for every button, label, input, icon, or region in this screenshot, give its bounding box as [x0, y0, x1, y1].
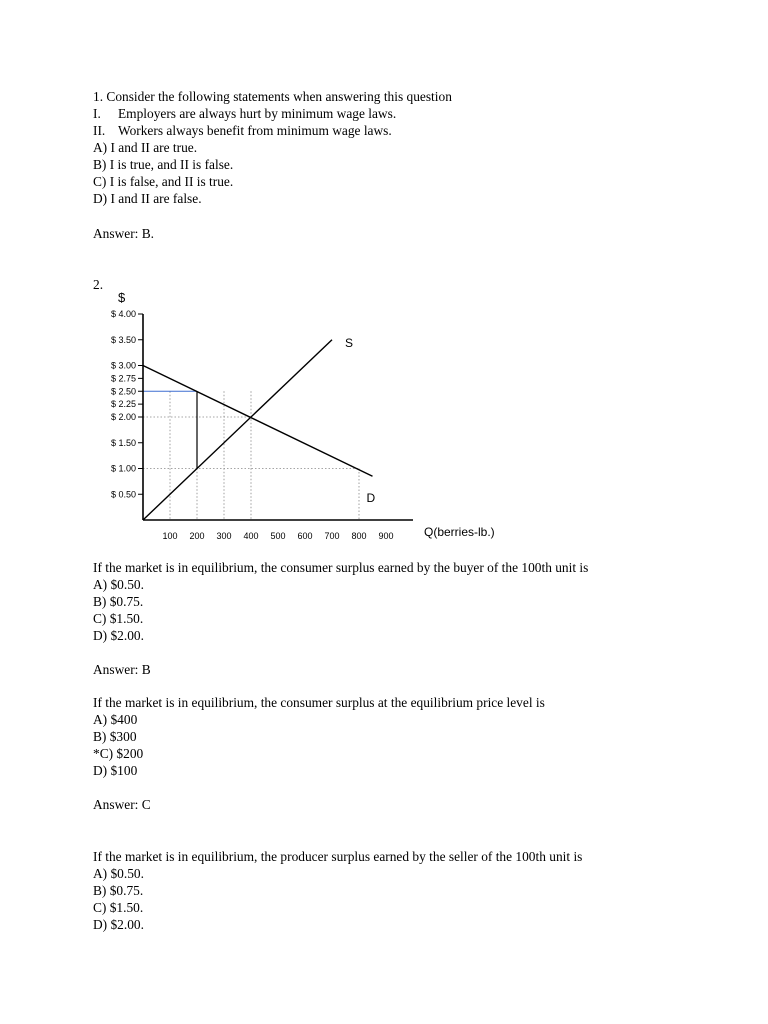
- statement-numeral: I.: [93, 106, 101, 121]
- option-c: C) I is false, and II is true.: [93, 174, 234, 189]
- y-tick-label: $ 1.00: [110, 463, 136, 474]
- y-tick-label: $ 4.00: [110, 309, 136, 319]
- axes: [143, 314, 413, 520]
- series-label-s: S: [345, 335, 354, 350]
- option-b: B) $0.75.: [93, 883, 144, 898]
- x-tick-label: 900: [378, 531, 394, 541]
- x-tick-label: 200: [189, 531, 205, 541]
- option-d: D) $2.00.: [93, 917, 144, 932]
- y-ticks: [111, 309, 143, 499]
- question-stem: 1. Consider the following statements when answering this question: [93, 89, 452, 104]
- x-ticks: [162, 531, 393, 541]
- option-d: D) I and II are false.: [93, 191, 202, 206]
- option-a: A) $0.50.: [93, 866, 144, 881]
- answer-2a: Answer: B: [93, 662, 151, 677]
- sub-question-3: [93, 848, 733, 933]
- supply-demand-chart: [93, 285, 533, 550]
- x-tick-label: 100: [162, 531, 178, 541]
- statement-text: Employers are always hurt by minimum wage laws.: [118, 106, 397, 121]
- series-line-s: [143, 340, 332, 520]
- question-stem: If the market is in equilibrium, the consumer surplus at the equilibrium price level is: [93, 695, 545, 710]
- x-tick-label: 600: [297, 531, 313, 541]
- x-tick-label: 500: [270, 531, 286, 541]
- answer-1: Answer: B.: [93, 226, 154, 241]
- grid-lines: [143, 391, 359, 520]
- y-tick-label: $ 3.50: [110, 334, 136, 345]
- question-stem: If the market is in equilibrium, the producer surplus earned by the seller of the 100th unit is: [93, 849, 583, 864]
- y-tick-label: $ 1.50: [110, 437, 136, 448]
- series-line-d: [143, 366, 373, 477]
- question-2-number: 2.: [93, 277, 104, 292]
- option-b: B) $0.75.: [93, 594, 144, 609]
- x-tick-label: 300: [216, 531, 232, 541]
- y-axis-label: $: [118, 290, 126, 305]
- sub-question-1: [93, 559, 733, 644]
- option-a: A) I and II are true.: [93, 140, 198, 155]
- option-a: A) $400: [93, 712, 138, 727]
- y-tick-label: $ 2.25: [110, 399, 136, 410]
- x-tick-label: 400: [243, 531, 259, 541]
- series-lines: [143, 336, 376, 520]
- option-c: C) $1.50.: [93, 900, 144, 915]
- sub-question-2: [93, 694, 733, 779]
- x-axis-label: Q(berries-lb.): [424, 525, 495, 539]
- question-stem: If the market is in equilibrium, the consumer surplus earned by the buyer of the 100th unit is: [93, 560, 589, 575]
- y-tick-label: $ 0.50: [110, 489, 136, 500]
- answer-2b: Answer: C: [93, 797, 151, 812]
- question-1: [93, 88, 733, 207]
- option-b: B) I is true, and II is false.: [93, 157, 234, 172]
- y-tick-label: $ 2.75: [110, 373, 136, 384]
- option-a: A) $0.50.: [93, 577, 144, 592]
- series-label-d: D: [366, 491, 376, 506]
- x-tick-label: 700: [324, 531, 340, 541]
- statement-text: Workers always benefit from minimum wage laws.: [118, 123, 392, 138]
- option-b: B) $300: [93, 729, 137, 744]
- y-tick-label: $ 2.00: [110, 412, 136, 422]
- option-d: D) $100: [93, 763, 138, 778]
- x-tick-label: 800: [351, 531, 367, 541]
- statement-numeral: II.: [93, 123, 106, 138]
- y-tick-label: $ 2.50: [110, 386, 136, 397]
- option-d: D) $2.00.: [93, 628, 144, 643]
- statement-2: [93, 122, 733, 139]
- option-c: *C) $200: [93, 746, 144, 761]
- option-c: C) $1.50.: [93, 611, 144, 626]
- statement-1: [93, 105, 733, 122]
- y-tick-label: $ 3.00: [110, 360, 136, 371]
